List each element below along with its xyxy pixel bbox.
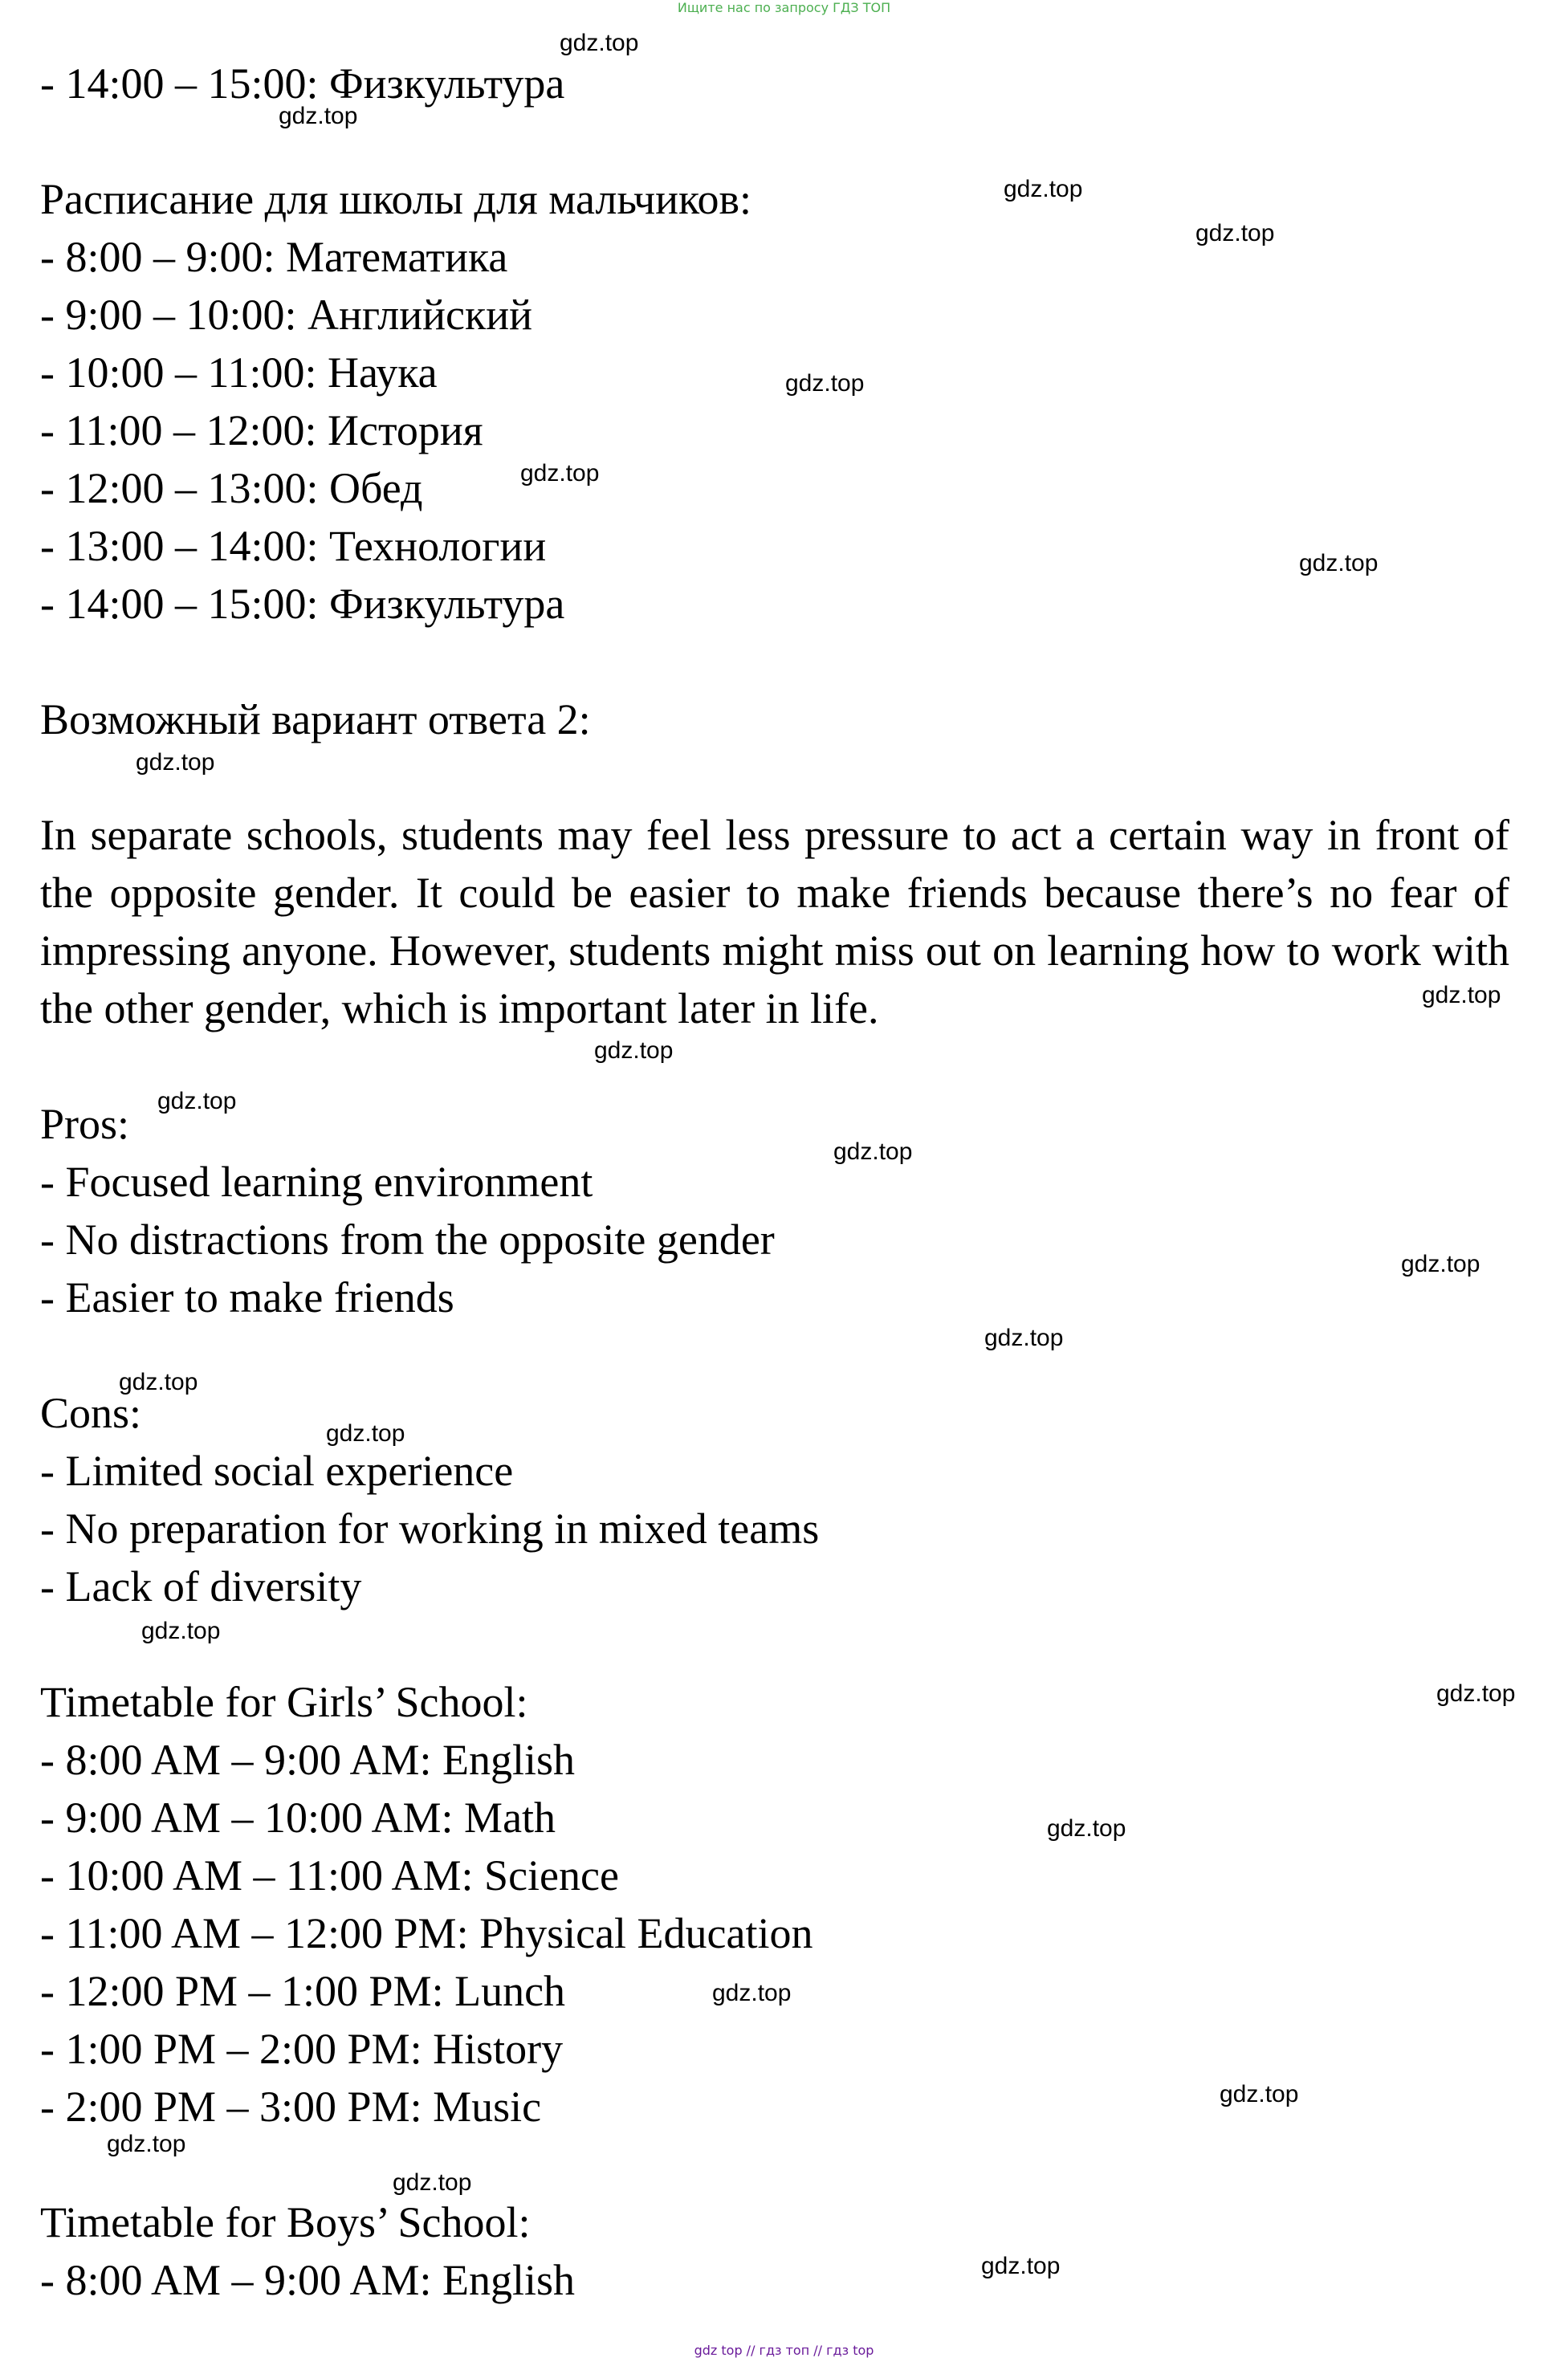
watermark: gdz.top: [136, 749, 215, 776]
schedule-line: - 8:00 – 9:00: Математика: [40, 233, 508, 281]
watermark: gdz.top: [279, 103, 358, 129]
answer-paragraph: In separate schools, students may feel less pressure to act a certain way in front of the opposite gender. It could be easier to make friends because there’s no fear of impressing anyone. However, students might miss out on learning how to work with the other gender, which is important later in life.: [40, 811, 1509, 1032]
watermark: gdz.top: [785, 370, 865, 397]
schedule-line: - 10:00 – 11:00: Наука: [40, 348, 438, 397]
boys-schedule-ru-title: Расписание для школы для мальчиков:: [40, 175, 751, 223]
watermark: gdz.top: [119, 1369, 198, 1395]
watermark: gdz.top: [712, 1980, 792, 2006]
schedule-line: - 14:00 – 15:00: Физкультура: [40, 580, 565, 628]
timetable-line: - 11:00 AM – 12:00 PM: Physical Education: [40, 1909, 813, 1957]
cons-item: - No preparation for working in mixed teams: [40, 1505, 820, 1553]
watermark: gdz.top: [141, 1618, 221, 1644]
timetable-line: - 10:00 AM – 11:00 AM: Science: [40, 1851, 619, 1900]
watermark: gdz.top: [157, 1088, 237, 1114]
timetable-line: - 1:00 PM – 2:00 PM: History: [40, 2025, 564, 2073]
watermark: gdz.top: [1004, 176, 1083, 202]
timetable-line: - 9:00 AM – 10:00 AM: Math: [40, 1794, 556, 1842]
timetable-line: - 8:00 AM – 9:00 AM: English: [40, 2256, 576, 2304]
cons-item: - Lack of diversity: [40, 1562, 362, 1611]
boys-timetable-title: Timetable for Boys’ School:: [40, 2198, 531, 2246]
watermark: gdz.top: [984, 1325, 1064, 1351]
schedule-line: - 11:00 – 12:00: История: [40, 406, 483, 454]
schedule-line: - 13:00 – 14:00: Технологии: [40, 522, 547, 570]
timetable-line: - 2:00 PM – 3:00 PM: Music: [40, 2083, 542, 2131]
watermark: gdz.top: [981, 2253, 1061, 2279]
pros-title: Pros:: [40, 1100, 130, 1148]
watermark: gdz.top: [833, 1138, 913, 1165]
watermark: gdz.top: [393, 2169, 472, 2196]
pros-item: - Focused learning environment: [40, 1158, 593, 1206]
watermark: gdz.top: [1299, 550, 1379, 576]
watermark: gdz.top: [594, 1037, 674, 1064]
watermark: gdz.top: [1220, 2081, 1299, 2107]
watermark: gdz.top: [326, 1420, 405, 1447]
cons-item: - Limited social experience: [40, 1447, 514, 1495]
timetable-line: - 8:00 AM – 9:00 AM: English: [40, 1736, 576, 1784]
cons-title: Cons:: [40, 1389, 142, 1437]
timetable-line: - 12:00 PM – 1:00 PM: Lunch: [40, 1967, 566, 2015]
top-banner: Ищите нас по запросу ГДЗ ТОП: [677, 0, 891, 15]
bottom-banner: gdz top // гдз топ // гдз top: [694, 2343, 874, 2358]
schedule-line: - 9:00 – 10:00: Английский: [40, 291, 533, 339]
schedule-line: - 14:00 – 15:00: Физкультура: [40, 59, 565, 108]
watermark: gdz.top: [560, 30, 639, 56]
girls-timetable-title: Timetable for Girls’ School:: [40, 1678, 528, 1726]
watermark: gdz.top: [107, 2131, 186, 2157]
watermark: gdz.top: [1195, 220, 1275, 246]
watermark: gdz.top: [1436, 1680, 1516, 1707]
watermark: gdz.top: [1422, 982, 1501, 1008]
watermark: gdz.top: [520, 460, 600, 487]
watermark: gdz.top: [1401, 1251, 1480, 1277]
pros-item: - No distractions from the opposite gender: [40, 1216, 775, 1264]
watermark: gdz.top: [1047, 1815, 1126, 1842]
answer-heading: Возможный вариант ответа 2:: [40, 695, 591, 743]
pros-item: - Easier to make friends: [40, 1273, 454, 1321]
schedule-line: - 12:00 – 13:00: Обед: [40, 464, 423, 512]
